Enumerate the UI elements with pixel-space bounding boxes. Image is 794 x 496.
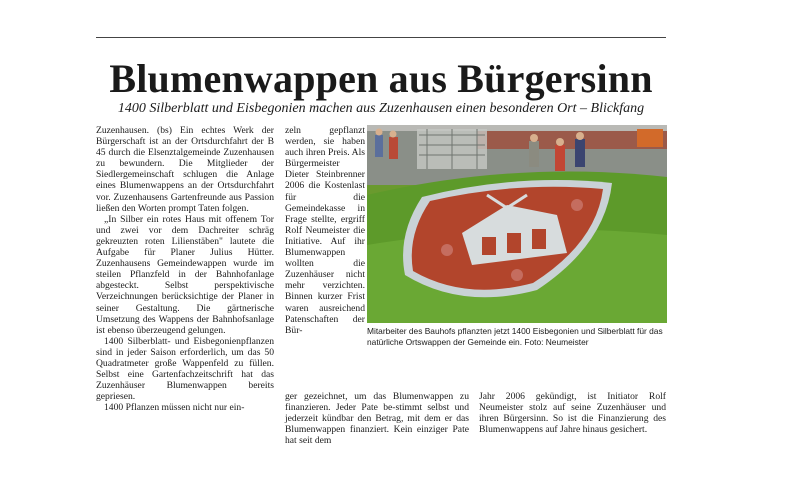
paragraph: zeln gepflanzt werden, sie haben auch ihren Preis. Als Bürgermeister Dieter Steinbrenner 2006 die Kostenlast für die Gemeindekasse in Frage stellte, ergriff Rolf Neumeister die Initiative. Auf ihr Blumenwappen wollten die Zuzenhäuser nicht mehr verzichten. Binnen kurzer Frist waren ausreichend Patenschaften der Bür- [285, 125, 365, 336]
article-headline: Blumenwappen aus Bürgersinn [109, 56, 653, 101]
paragraph: 1400 Pflanzen müssen nicht nur ein- [104, 402, 245, 414]
flower-coat-of-arms-photo [367, 125, 667, 323]
top-rule [96, 37, 666, 38]
article-column-2 [285, 125, 365, 336]
photo-caption: Mitarbeiter des Bauhofs pflanzten jetzt 1400 Eisbegonien und Silberblatt für das natürliche Ortswappen der Gemeinde ein. Foto: Neumeister [367, 326, 663, 347]
article-column-1 [96, 125, 274, 413]
paragraph: Jahr 2006 gekündigt, ist Initiator Rolf Neumeister stolz auf seine Zuzenhäuser und ihren Bürgersinn. So ist die Finanzierung des Blumenwappens auf Jahre hinaus gesichert. [479, 391, 666, 436]
paragraph: Zuzenhausen. (bs) Ein echtes Werk der Bürgerschaft ist an der Ortsdurchfahrt der B 45 durch die Elsenztalgemeinde Zuzenhausen zu bewundern. Die Mitglieder der Siedlergemeinschaft schlugen die Anlage eines Blumenwappens an der Ortsdurchfahrt vor. Zuzenhausens Gartenfreunde aus Passion ließen den Worten prompt Taten folgen. [96, 125, 274, 214]
article-column-4 [479, 391, 666, 435]
paragraph: ger gezeichnet, um das Blumenwappen zu finanzieren. Jeder Pate be-stimmt selbst und jederzeit kündbar den Betrag, mit dem er das Blumenwappen finanziert. Kein einziger Pate hat seit dem [285, 391, 469, 447]
article-column-3 [285, 391, 469, 446]
paragraph: 1400 Silberblatt- und Eisbegonienpflanzen sind in jeder Saison erforderlich, um das 50 Quadratmeter große Wappenfeld zu füllen. Selbst eine Gartenfachzeitschrift hat das Zuzenhäuser Blumenwappen bereits gepriesen. [96, 335, 274, 403]
article-subheadline: 1400 Silberblatt und Eisbegonien machen aus Zuzenhausen einen besonderen Ort – Blickfang [117, 101, 645, 116]
paragraph: „In Silber ein rotes Haus mit offenem Tor und zwei vor dem Dachreiter schräg gekreuzten roten Lilienstäben" lautete die Aufgabe für Planer Julius Hütter. Zuzenhausens Gemeindewappen wurde im steilen Pflanzfeld in der Bahnhofanlage abgesteckt. Selbst perspektivische Verzeichnungen berücksichtige der Planer in seiner Gestaltung. Die gärtnerische Umsetzung des Wappens der Bahnhofsanlage ist ebenso überzeugend gelungen. [96, 213, 274, 336]
article-photo [367, 125, 667, 323]
